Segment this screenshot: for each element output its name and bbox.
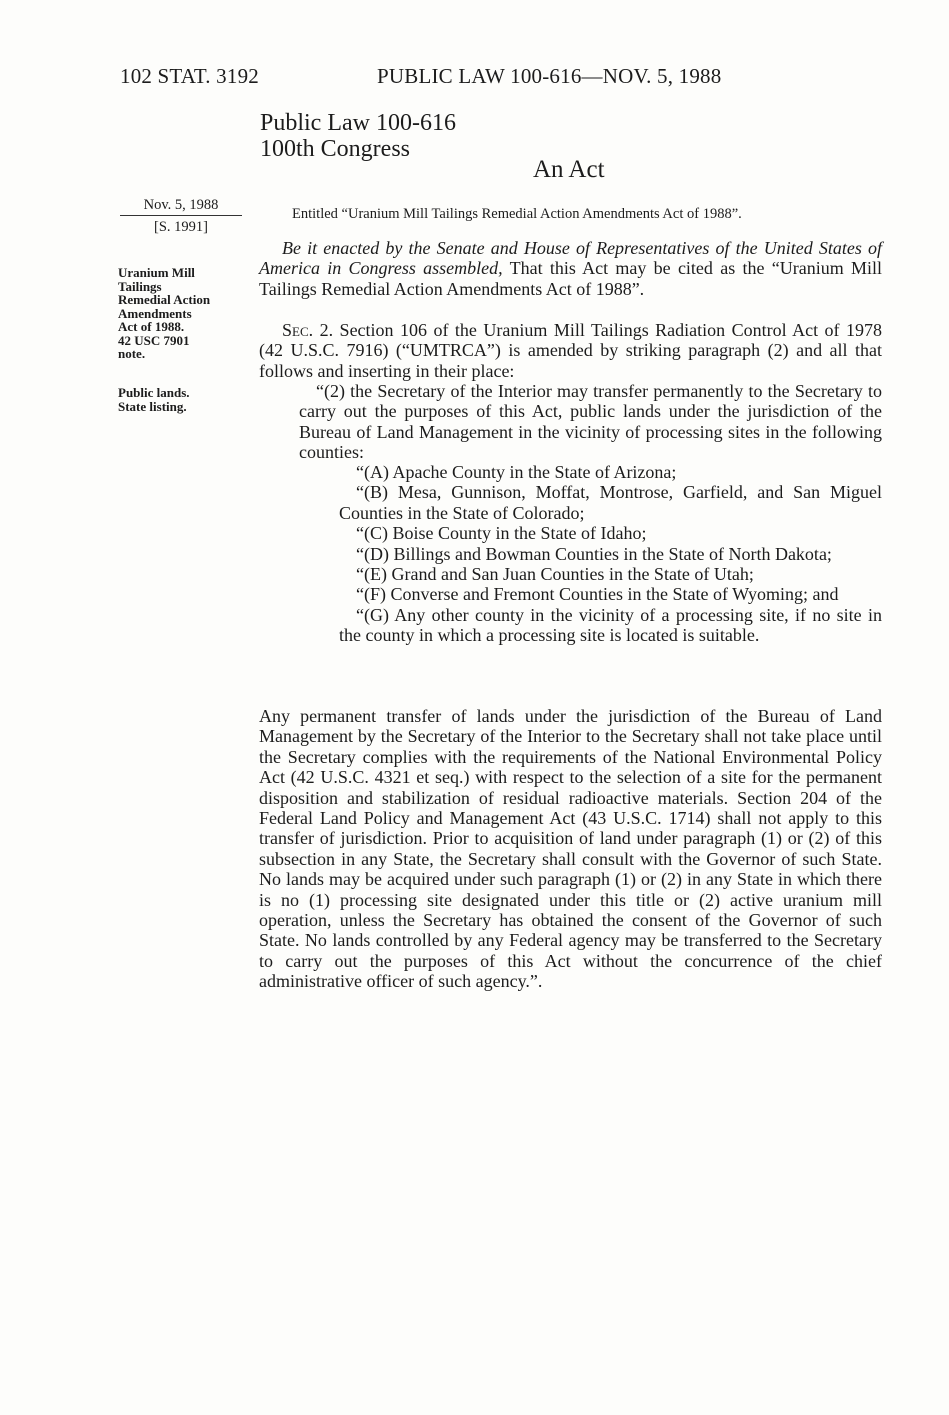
enacting-clause: [259, 238, 882, 299]
margin-note-line: note.: [118, 346, 146, 361]
margin-note-line: Act of 1988.: [118, 319, 185, 334]
list-item: “(E) Grand and San Juan Counties in the State of Utah;: [356, 564, 754, 585]
page-reference: 102 STAT. 3192: [120, 64, 259, 88]
enactment-date: Nov. 5, 1988: [143, 197, 219, 213]
congress: 100th Congress: [260, 136, 410, 162]
closing-paragraph: [259, 706, 882, 992]
date-box: [120, 196, 242, 236]
short-title-text: That this Act may be cited as the “Uranium Mill Tailings Remedial Action Amendments Act of 1988”.: [259, 258, 882, 299]
margin-note-public-lands: [118, 386, 253, 413]
date-divider: [120, 215, 242, 216]
bill-number: [S. 1991]: [154, 219, 208, 235]
entitled-clause: Entitled “Uranium Mill Tailings Remedial Action Amendments Act of 1988”.: [292, 206, 742, 222]
closing-text: Any permanent transfer of lands under the jurisdiction of the Bureau of Land Management by the Secretary of the Interior to the Secretary shall not take place until the Secretary complies with the requirements of the National Environmental Policy Act (42 U.S.C. 4321 et seq.) with respect to the selection of a site for the permanent disposition and stabilization of residual radioactive materials. Section 204 of the Federal Land Policy and Management Act (43 U.S.C. 1714) shall not apply to this transfer of jurisdiction. Prior to acquisition of land under paragraph (1) or (2) of this subsection in any State, the Secretary shall consult with the Governor of such State. No lands may be acquired under such paragraph (1) or (2) in any State in which there is no (1) processing site designated under this title or (2) active uranium mill operation, unless the Secretary has obtained the consent of the Governor of such State. No lands controlled by any Federal agency may be transferred to the Secretary to carry out the purposes of this Act without the concurrence of the chief administrative officer of such agency.”.: [259, 706, 882, 992]
section-2: [259, 320, 882, 381]
margin-note-short-title: [118, 266, 253, 361]
paragraph-2: [299, 381, 882, 463]
margin-note-line: Tailings: [118, 278, 162, 294]
act-heading: An Act: [533, 156, 605, 183]
county-list: [339, 462, 882, 646]
law-title-block: [260, 110, 456, 162]
list-item: “(D) Billings and Bowman Counties in the State of North Dakota;: [356, 543, 832, 564]
margin-note-line: 42 USC 7901: [118, 332, 190, 348]
list-item: “(G) Any other county in the vicinity of a processing site, if no site in the county in which a processing site is located is suitable.: [339, 604, 882, 646]
list-item: “(B) Mesa, Gunnison, Moffat, Montrose, Garfield, and San Miguel Counties in the State of Colorado;: [339, 482, 882, 523]
section-2-text: Section 106 of the Uranium Mill Tailings Radiation Control Act of 1978 (42 U.S.C. 7916) (“UMTRCA”) is amended by striking paragraph (2) and all that follows and inserting in their place:: [259, 320, 883, 381]
margin-note-line: Remedial Action: [118, 292, 211, 307]
paragraph-2-text: “(2) the Secretary of the Interior may transfer permanently to the Secretary to carry out the purposes of this Act, public lands under the jurisdiction of the Bureau of Land Management in the vicinity of processing sites in the following counties:: [299, 381, 882, 463]
margin-note-line: Uranium Mill: [118, 265, 195, 280]
list-item: “(F) Converse and Fremont Counties in the State of Wyoming; and: [356, 584, 839, 605]
list-item: “(A) Apache County in the State of Arizona;: [356, 462, 677, 482]
enacting-formula: Be it enacted by the Senate and House of Representatives of the United States of America in Congress assembled,: [259, 238, 882, 279]
section-label: Sec. 2.: [282, 320, 334, 340]
margin-note-line: Public lands.: [118, 385, 190, 400]
list-item: “(C) Boise County in the State of Idaho;: [356, 523, 647, 544]
law-number: Public Law 100-616: [260, 110, 456, 136]
running-title: PUBLIC LAW 100-616—NOV. 5, 1988: [377, 64, 722, 88]
margin-note-line: State listing.: [118, 398, 187, 414]
margin-note-line: Amendments: [118, 305, 192, 321]
